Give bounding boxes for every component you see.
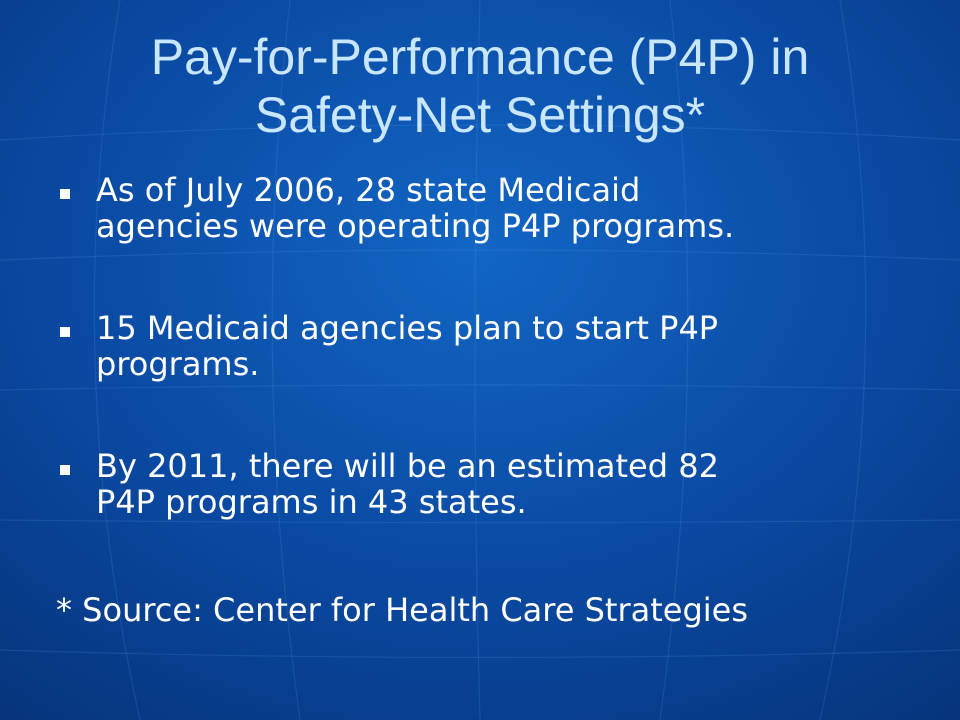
slide-title [40,28,920,144]
bullet-text-line-1: By 2011, there will be an estimated 82 [96,447,719,485]
slide-title-line-2: Safety-Net Settings* [254,87,706,143]
square-bullet-icon [60,189,70,199]
square-bullet-icon [60,465,70,475]
bullet-text-line-2: P4P programs in 43 states. [96,483,527,521]
bullet-item [56,310,936,382]
bullet-text-line-1: As of July 2006, 28 state Medicaid [96,171,641,209]
bullet-text-line-2: agencies were operating P4P programs. [96,207,735,245]
bullet-item [56,172,936,244]
square-bullet-icon [60,327,70,337]
bullet-list [56,172,936,586]
bullet-item [56,448,936,520]
source-note: * Source: Center for Health Care Strategies [56,591,749,629]
bullet-text-line-2: programs. [96,345,260,383]
slide-title-line-1: Pay-for-Performance (P4P) in [150,29,810,85]
bullet-text-line-1: 15 Medicaid agencies plan to start P4P [96,309,719,347]
